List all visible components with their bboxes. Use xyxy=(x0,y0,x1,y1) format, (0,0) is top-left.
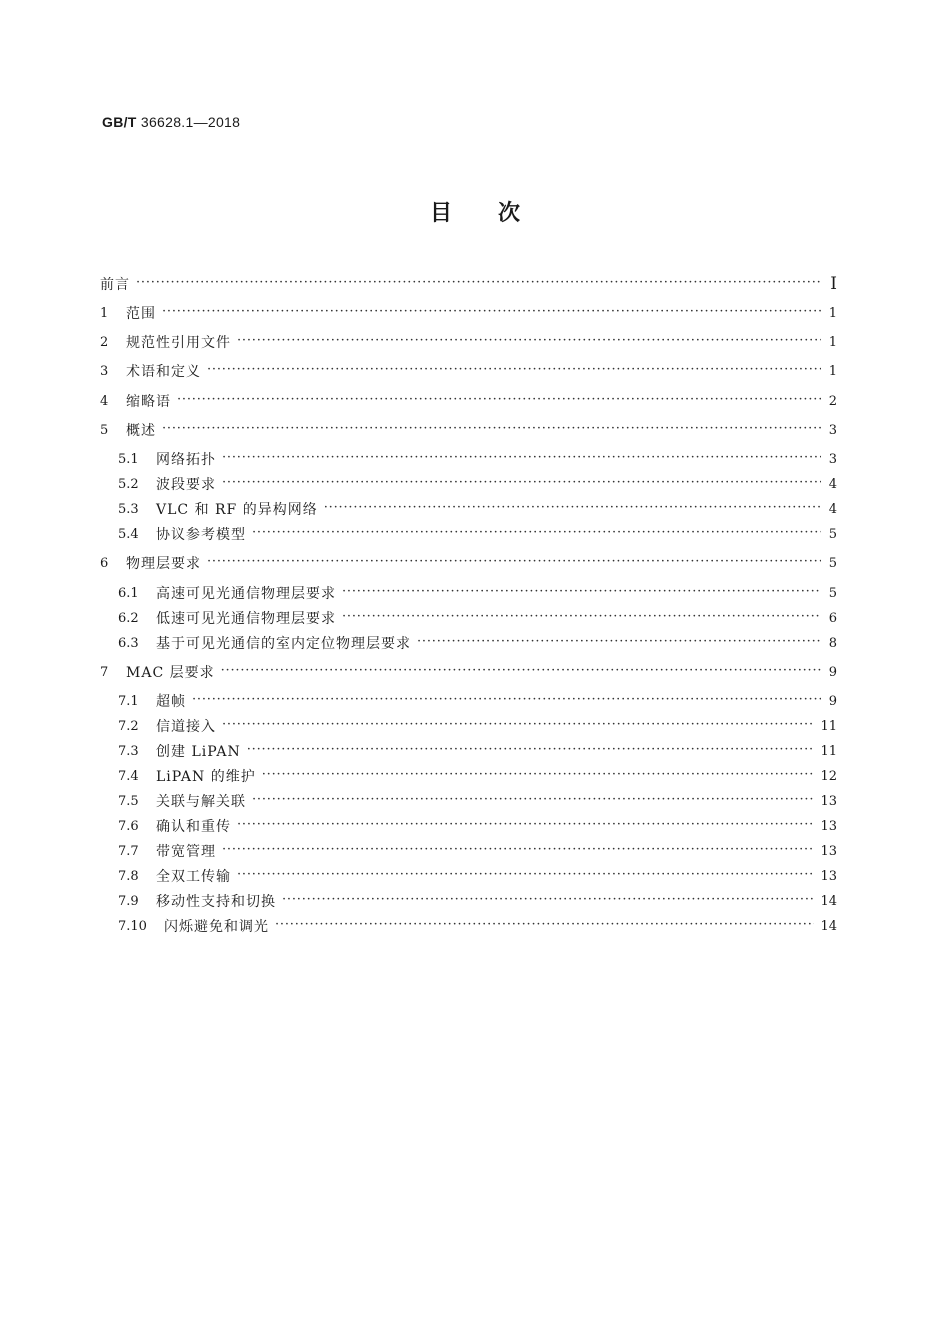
toc-entry-7[interactable] xyxy=(100,661,837,683)
toc-entry-number: 5.1 xyxy=(118,451,139,467)
toc-entry-7-3[interactable] xyxy=(118,740,837,762)
toc-entry-label: 缩略语 xyxy=(126,394,171,410)
toc-entry-label: 创建 LiPAN xyxy=(156,744,241,760)
toc-entry-page: 13 xyxy=(820,818,837,834)
toc-entry-number: 5.4 xyxy=(118,526,139,542)
toc-entry-label: 低速可见光通信物理层要求 xyxy=(156,611,336,627)
toc-entry-number: 6.1 xyxy=(118,585,139,601)
toc-entry-number: 7.9 xyxy=(118,893,139,909)
toc-entry-number: 6 xyxy=(100,555,109,571)
toc-entry-page: 14 xyxy=(820,893,837,909)
toc-entry-page: 1 xyxy=(828,305,837,321)
toc-entry-label: 术语和定义 xyxy=(126,364,201,380)
toc-entry-7-9[interactable] xyxy=(118,890,837,912)
toc-entry-5-1[interactable] xyxy=(118,448,837,470)
toc-leader-dots xyxy=(237,815,814,837)
toc-entry-4[interactable] xyxy=(100,390,837,412)
toc-entry-7-7[interactable] xyxy=(118,840,837,862)
toc-entry-5-2[interactable] xyxy=(118,473,837,495)
toc-leader-dots xyxy=(222,840,814,862)
toc-entry-page: 13 xyxy=(820,843,837,859)
toc-entry-label: 基于可见光通信的室内定位物理层要求 xyxy=(156,636,411,652)
toc-entry-number: 1 xyxy=(100,305,109,321)
toc-entry-7-4[interactable] xyxy=(118,765,837,787)
toc-entry-label: 网络拓扑 xyxy=(156,452,216,468)
toc-leader-dots xyxy=(207,360,821,382)
toc-entry-label: 全双工传输 xyxy=(156,869,231,885)
toc-leader-dots xyxy=(262,765,815,787)
toc-entry-page: 2 xyxy=(828,393,837,409)
toc-entry-7-1[interactable] xyxy=(118,690,837,712)
document-code-number: 36628.1—2018 xyxy=(140,114,241,130)
toc-entry-5-3[interactable] xyxy=(118,498,837,520)
toc-entry-label: 信道接入 xyxy=(156,719,216,735)
toc-entry-7-8[interactable] xyxy=(118,865,837,887)
toc-entry-number: 2 xyxy=(100,334,109,350)
toc-entry-number: 7.2 xyxy=(118,718,139,734)
toc-leader-dots xyxy=(136,273,821,295)
toc-entry-page: 12 xyxy=(820,768,837,784)
toc-entry-number: 5.3 xyxy=(118,501,139,517)
toc-entry-page: 8 xyxy=(828,635,837,651)
toc-entry-6-3[interactable] xyxy=(118,632,837,654)
toc-entry-label: 协议参考模型 xyxy=(156,527,246,543)
toc-entry-page: 13 xyxy=(820,793,837,809)
toc-entry-7-6[interactable] xyxy=(118,815,837,837)
toc-entry-number: 7.8 xyxy=(118,868,139,884)
toc-leader-dots xyxy=(237,331,821,353)
toc-entry-page: 3 xyxy=(828,451,837,467)
toc-entry-number: 7.5 xyxy=(118,793,139,809)
toc-entry-label: 概述 xyxy=(126,423,156,439)
toc-leader-dots xyxy=(342,607,821,629)
toc-leader-dots xyxy=(237,865,814,887)
toc-entry-label: 高速可见光通信物理层要求 xyxy=(156,586,336,602)
toc-entry-number: 7 xyxy=(100,664,109,680)
toc-entry-page: 4 xyxy=(828,476,837,492)
toc-leader-dots xyxy=(222,715,814,737)
toc-entry-1[interactable] xyxy=(100,302,837,324)
toc-entry-7-2[interactable] xyxy=(118,715,837,737)
toc-entry-label: MAC 层要求 xyxy=(126,665,215,681)
toc-entry-5[interactable] xyxy=(100,419,837,441)
toc-entry-page: 1 xyxy=(828,334,837,350)
toc-entry-number: 6.3 xyxy=(118,635,139,651)
toc-entry-page: 1 xyxy=(828,363,837,379)
toc-leader-dots xyxy=(282,890,814,912)
toc-entry-number: 7.6 xyxy=(118,818,139,834)
toc-entry-number: 5.2 xyxy=(118,476,139,492)
toc-entry-page: 6 xyxy=(828,610,837,626)
toc-entry-label: 规范性引用文件 xyxy=(126,335,231,351)
toc-entry-6-1[interactable] xyxy=(118,582,837,604)
toc-entry-6[interactable] xyxy=(100,552,837,574)
toc-leader-dots xyxy=(177,390,821,412)
toc-entry-number: 4 xyxy=(100,393,109,409)
toc-leader-dots xyxy=(252,523,821,545)
toc-entry-number: 5 xyxy=(100,422,109,438)
toc-entry-label: 确认和重传 xyxy=(156,819,231,835)
toc-entry-7-5[interactable] xyxy=(118,790,837,812)
toc-entry-page: 5 xyxy=(828,526,837,542)
toc-leader-dots xyxy=(247,740,815,762)
toc-entry-number: 6.2 xyxy=(118,610,139,626)
toc-entry-page: 5 xyxy=(828,585,837,601)
toc-entry-page: 4 xyxy=(828,501,837,517)
toc-entry-number: 7.3 xyxy=(118,743,139,759)
toc-entry-number: 7.4 xyxy=(118,768,139,784)
toc-entry-number: 7.10 xyxy=(118,918,147,934)
toc-entry-label: 超帧 xyxy=(156,694,186,710)
toc-entry-label: 前言 xyxy=(100,277,130,293)
toc-leader-dots xyxy=(275,915,814,937)
toc-entry-label: 物理层要求 xyxy=(126,556,201,572)
toc-leader-dots xyxy=(221,661,821,683)
page-title: 目次 xyxy=(429,201,566,226)
toc-leader-dots xyxy=(162,419,821,441)
toc-entry-number: 7.1 xyxy=(118,693,139,709)
toc-leader-dots xyxy=(222,473,821,495)
toc-leader-dots xyxy=(417,632,821,654)
toc-entry-page: 11 xyxy=(820,718,837,734)
toc-entry-number: 3 xyxy=(100,363,109,379)
toc-leader-dots xyxy=(324,498,821,520)
toc-entry-label: 范围 xyxy=(126,306,156,322)
toc-entry-label: 闪烁避免和调光 xyxy=(164,919,269,935)
toc-entry-page: I xyxy=(830,274,837,294)
toc-entry-label: 波段要求 xyxy=(156,477,216,493)
toc-entry-page: 9 xyxy=(828,693,837,709)
toc-entry-3[interactable] xyxy=(100,360,837,382)
toc-leader-dots xyxy=(192,690,821,712)
toc-entry-7-10[interactable] xyxy=(118,915,837,937)
toc-entry-label: 移动性支持和切换 xyxy=(156,894,276,910)
toc-entry-2[interactable] xyxy=(100,331,837,353)
toc-leader-dots xyxy=(222,448,821,470)
toc-leader-dots xyxy=(162,302,821,324)
toc-entry-label: 带宽管理 xyxy=(156,844,216,860)
toc-entry-5-4[interactable] xyxy=(118,523,837,545)
toc-entry-page: 3 xyxy=(828,422,837,438)
toc-entry-page: 13 xyxy=(820,868,837,884)
toc-leader-dots xyxy=(207,552,821,574)
toc-entry-6-2[interactable] xyxy=(118,607,837,629)
toc-entry-page: 11 xyxy=(820,743,837,759)
toc-entry-label: VLC 和 RF 的异构网络 xyxy=(156,502,318,518)
toc-entry-page: 9 xyxy=(828,664,837,680)
toc-entry-page: 5 xyxy=(828,555,837,571)
toc-entry-label: LiPAN 的维护 xyxy=(156,769,256,785)
toc-leader-dots xyxy=(342,582,821,604)
table-of-contents xyxy=(100,0,837,1000)
document-code-prefix: GB/T xyxy=(102,114,137,130)
toc-entry-number: 7.7 xyxy=(118,843,139,859)
toc-entry-label: 关联与解关联 xyxy=(156,794,246,810)
toc-entry-page: 14 xyxy=(820,918,837,934)
toc-leader-dots xyxy=(252,790,814,812)
toc-entry-foreword[interactable] xyxy=(100,273,837,295)
